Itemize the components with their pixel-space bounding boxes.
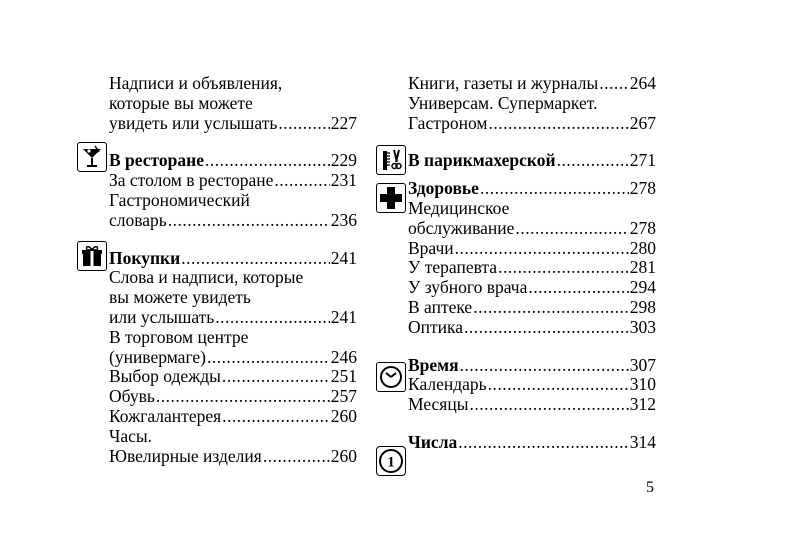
toc-entry [408,74,656,94]
toc-section-heading [408,356,656,376]
toc-page-number: 236 [330,210,357,230]
toc-section-heading [408,179,656,199]
comb-scissors-icon [376,145,406,175]
toc-entry-title: словарь [109,210,167,230]
toc-entry-title: Гастроном [408,113,488,133]
toc-entry-title: Гастрономический [109,190,250,210]
toc-entry [109,407,357,427]
toc-entry [408,258,656,278]
toc-entry [408,239,656,259]
toc-entry [109,348,357,368]
toc-entry-title: (универмаге) [109,347,206,367]
toc-page-number: 281 [629,258,656,278]
toc-page-number: 280 [629,238,656,258]
toc-entry [408,375,656,395]
dot-leader [168,211,330,231]
toc-entry-title: Универсам. Супермаркет. [408,93,598,113]
toc-entry-title: Медицинское [408,198,510,218]
toc-page-number: 271 [629,151,656,171]
toc-page-number: 227 [330,113,357,133]
toc-entry-title: Месяцы [408,395,469,415]
dot-leader [473,298,629,318]
clock-icon [376,362,406,392]
toc-text-line [109,288,357,308]
dot-leader [278,114,329,134]
toc-entry [109,171,357,191]
toc-text-line [109,74,357,94]
dot-leader [455,239,629,259]
toc-text-line [109,427,357,447]
section-gap [109,231,357,249]
toc-page-number: 241 [330,248,357,268]
toc-text-line [109,191,357,211]
toc-entry-title: В ресторане [109,151,204,171]
toc-entry [408,395,656,415]
toc-entry [109,211,357,231]
toc-page-number: 251 [330,367,357,387]
toc-text-line [408,199,656,219]
toc-entry-title: Покупки [109,248,181,268]
toc-right-column [408,74,656,453]
dot-leader [458,433,628,453]
toc-page-number: 303 [629,317,656,337]
toc-entry [109,447,357,467]
toc-page-number: 246 [330,347,357,367]
toc-page-number: 314 [629,432,656,452]
toc-page-number: 307 [629,355,656,375]
toc-page-number: 312 [629,395,656,415]
toc-entry [109,387,357,407]
toc-section-heading [408,433,656,453]
toc-entry-title: В торговом центре [109,327,249,347]
toc-page-number: 241 [330,307,357,327]
dot-leader [528,278,628,298]
dot-leader [274,171,329,191]
toc-entry-title: Слова и надписи, которые [109,268,304,288]
dot-leader [263,447,330,467]
dot-leader [181,249,330,269]
toc-text-line [109,268,357,288]
dot-leader [599,74,629,94]
toc-entry-title: которые вы можете [109,93,253,113]
toc-text-line [109,94,357,114]
toc-entry-title: У зубного врача [408,278,528,298]
toc-entry-title: Книги, газеты и журналы [408,74,599,93]
dot-leader [222,367,330,387]
toc-page-number: 260 [330,406,357,426]
toc-page-number: 298 [629,297,656,317]
toc-section-heading [408,151,656,171]
cocktail-glass-icon [77,142,107,172]
toc-entry-title: Врачи [408,238,454,258]
toc-entry-title: Выбор одежды [109,367,221,387]
toc-entry [408,114,656,134]
section-gap [408,133,656,151]
toc-entry-title: В парикмахерской [408,151,556,171]
toc-section-heading [109,151,357,171]
toc-section-heading [109,249,357,269]
dot-leader [480,179,629,199]
toc-page-number: 260 [330,446,357,466]
section-gap [408,338,656,356]
dot-leader [515,219,628,239]
toc-entry-title: У терапевта [408,258,498,278]
dot-leader [488,375,629,395]
dot-leader [488,114,628,134]
toc-entry-title: Здоровье [408,179,479,199]
medical-cross-icon [376,183,406,213]
toc-entry [109,367,357,387]
toc-entry-title: Кожгалантерея [109,406,222,426]
dot-leader [222,407,330,427]
toc-text-line [109,328,357,348]
toc-text-line [408,94,656,114]
toc-page-number: 257 [330,387,357,407]
dot-leader [207,348,330,368]
toc-page-number: 229 [330,151,357,171]
toc-entry [408,318,656,338]
section-gap [408,171,656,179]
toc-left-column [109,74,357,466]
toc-page-number: 294 [629,278,656,298]
toc-page-number: 310 [629,375,656,395]
toc-page-number: 278 [629,218,656,238]
toc-entry-title: В аптеке [408,297,473,317]
toc-entry [408,278,656,298]
toc-entry-title: Часы. [109,426,153,446]
toc-entry-title: или услышать [109,307,215,327]
section-gap [109,133,357,151]
toc-entry [109,114,357,134]
toc-page-number: 278 [629,179,656,199]
toc-entry-title: Ювелирные изделия [109,446,262,466]
number-one-label: 1 [387,454,395,471]
number-one-icon [376,446,406,476]
dot-leader [464,318,629,338]
page-number: 5 [646,479,654,496]
toc-entry-title: Обувь [109,387,155,407]
toc-entry [408,219,656,239]
dot-leader [498,258,629,278]
toc-entry-title: увидеть или услышать [109,113,278,133]
dot-leader [215,308,329,328]
toc-entry-title: Оптика [408,317,464,337]
toc-entry-title: обслуживание [408,218,515,238]
dot-leader [469,395,628,415]
toc-entry [109,308,357,328]
toc-page-number: 231 [330,171,357,191]
dot-leader [557,151,629,171]
toc-page-number: 264 [629,74,656,93]
toc-entry-title: За столом в ресторане [109,171,274,191]
toc-entry-title: вы можете увидеть [109,288,251,308]
gift-box-icon [77,241,107,271]
toc-entry-title: Надписи и объявления, [109,74,283,93]
toc-page-number: 267 [629,113,656,133]
section-gap [408,415,656,433]
toc-entry-title: Календарь [408,375,487,395]
dot-leader [205,151,330,171]
toc-entry-title: Числа [408,432,458,452]
toc-entry-title: Время [408,355,459,375]
dot-leader [156,387,330,407]
dot-leader [460,356,629,376]
toc-entry [408,298,656,318]
